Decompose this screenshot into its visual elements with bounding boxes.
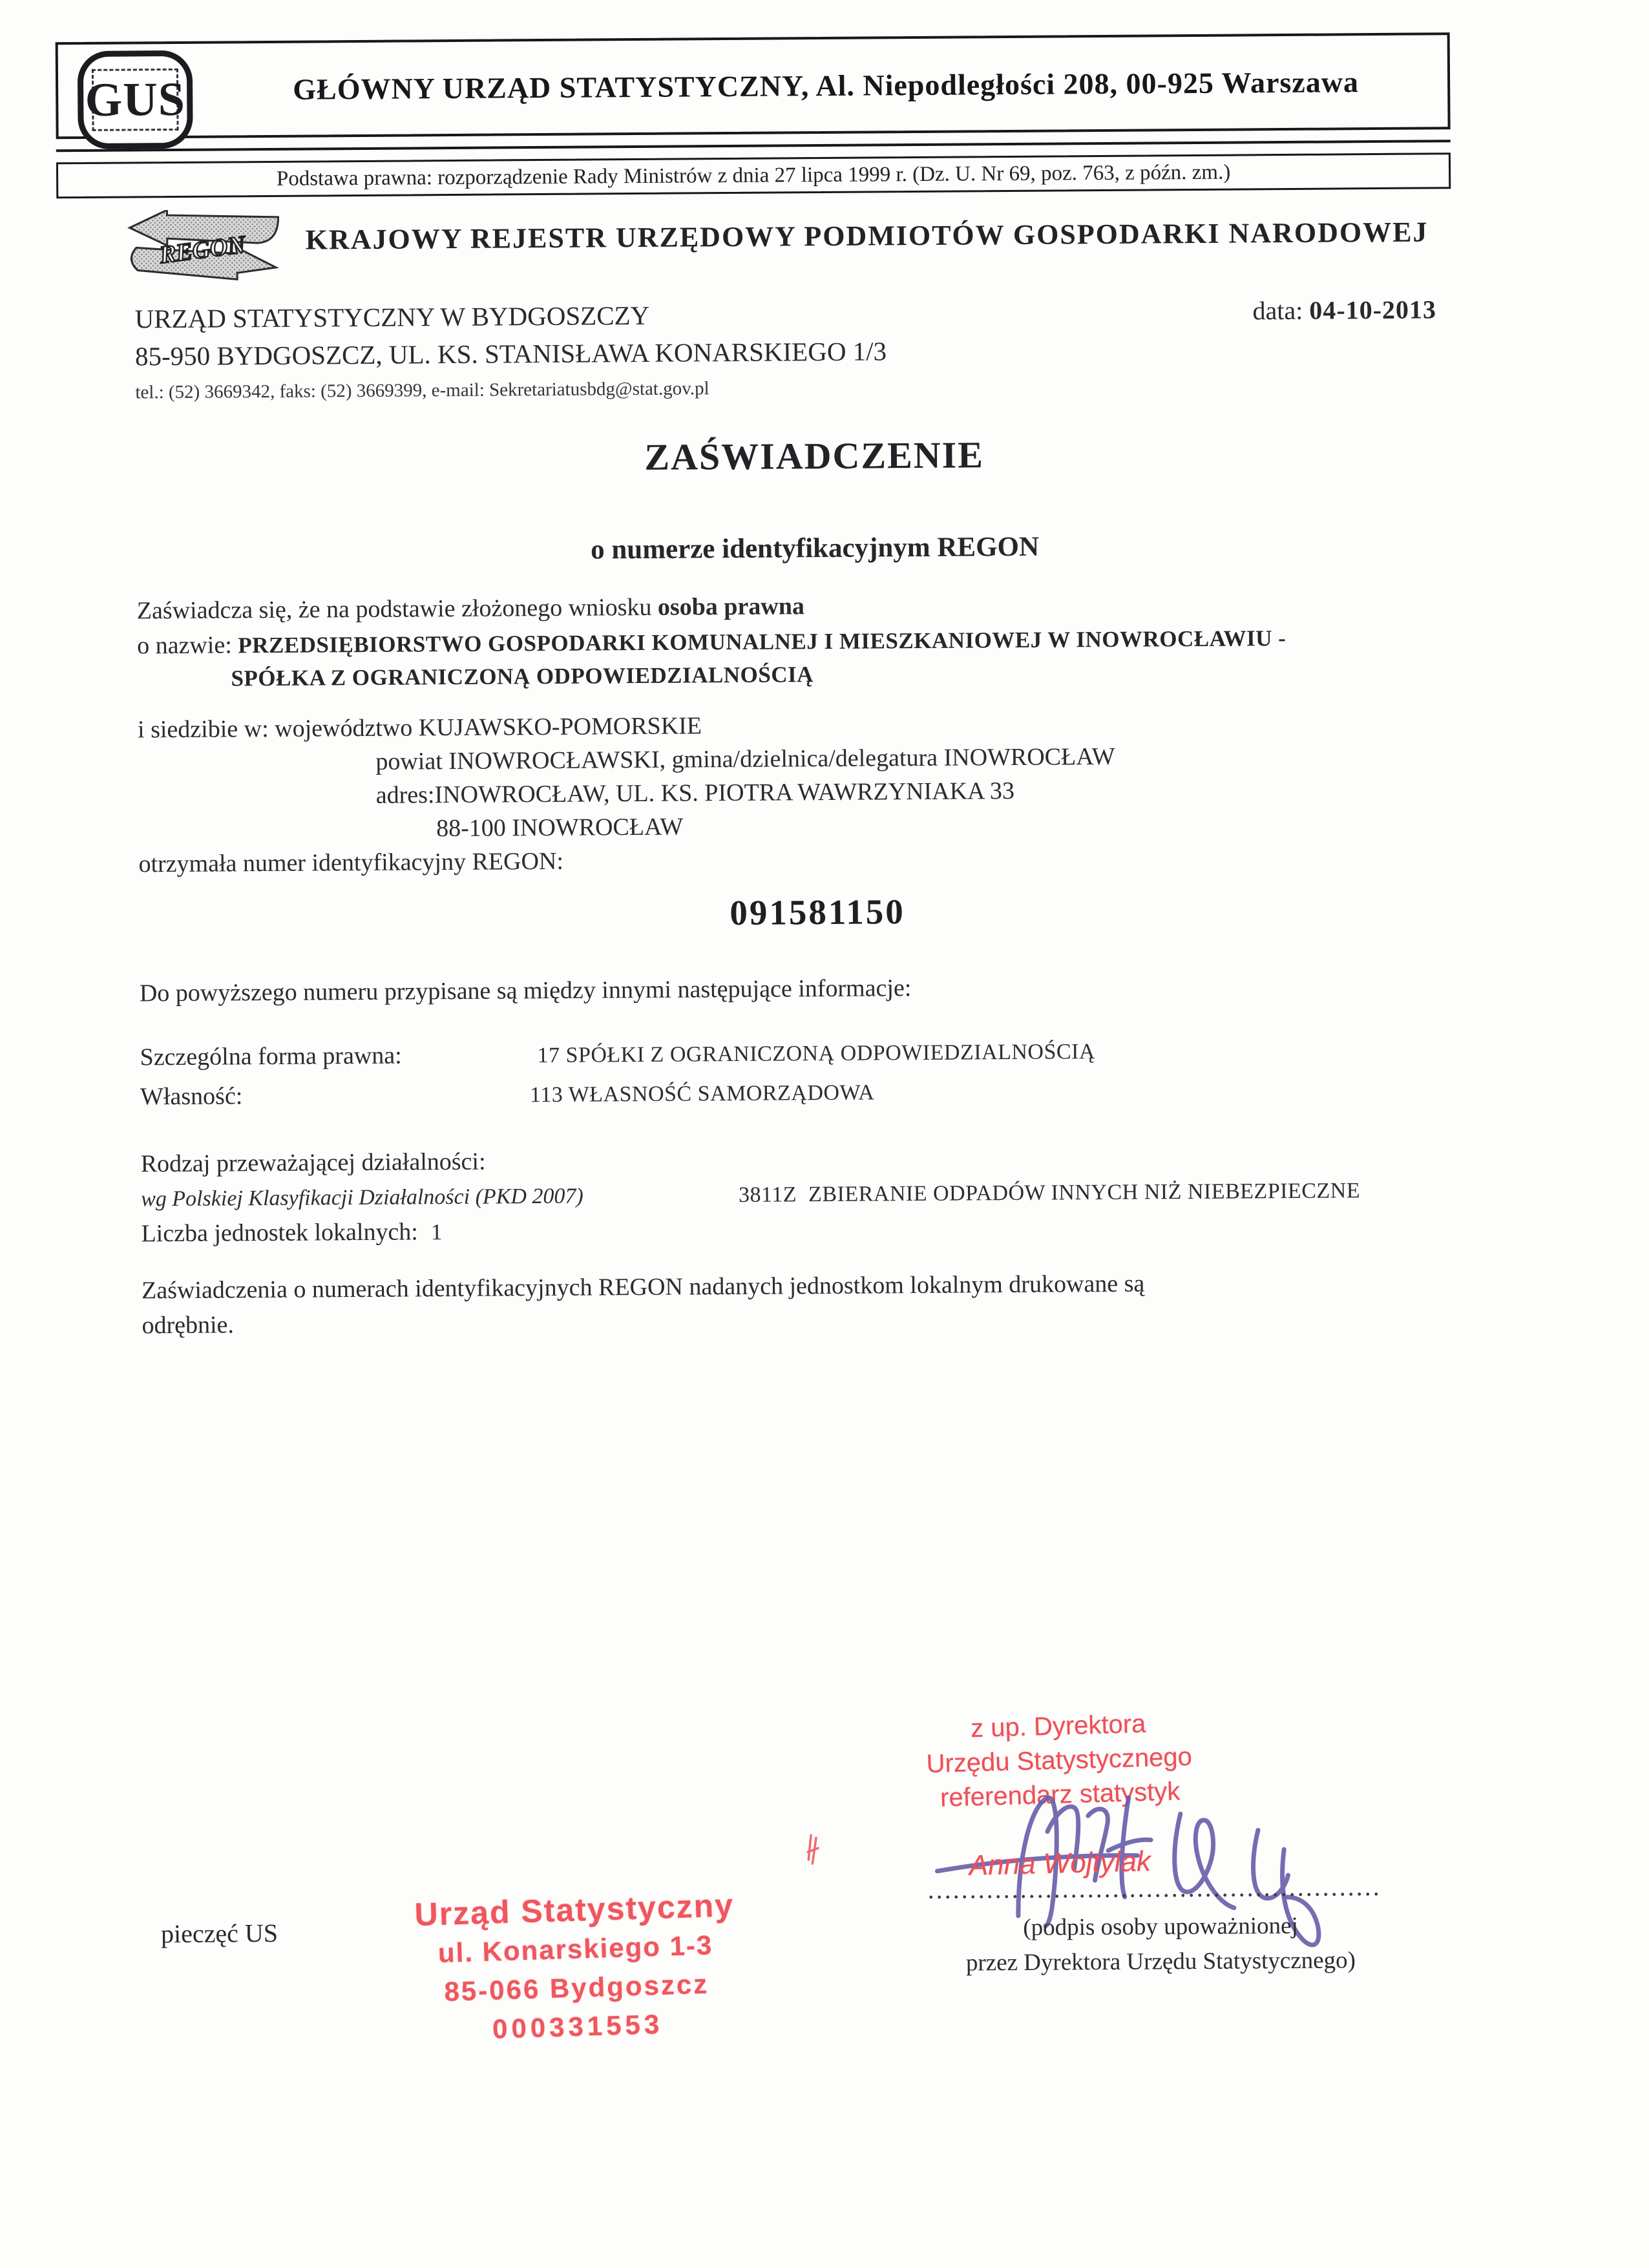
ink-speck	[805, 1832, 822, 1869]
date-line	[1252, 294, 1436, 326]
voivodeship-value: województwo KUJAWSKO-POMORSKIE	[275, 712, 702, 742]
footer-note-line2: odrębnie.	[142, 1311, 235, 1339]
activity-label: Rodzaj przeważającej działalności:	[140, 1148, 486, 1178]
signature-caption-line2: przez Dyrektora Urzędu Statystycznego)	[965, 1947, 1356, 1977]
regon-logo-text: REGON	[158, 231, 247, 269]
seal-line-3: 85-066 Bydgoszcz	[443, 1968, 709, 2007]
company-name-part2: SPÓŁKA Z OGRANICZONĄ ODPOWIEDZIALNOŚCIĄ	[231, 662, 814, 691]
stamp-line-2: Urzędu Statystycznego	[926, 1742, 1193, 1779]
seal-line-1: Urząd Statystyczny	[414, 1887, 735, 1933]
gus-logo-frame	[85, 68, 186, 131]
office-contact: tel.: (52) 3669342, faks: (52) 3669399, e-mail: Sekretariatusbdg@stat.gov.pl	[135, 378, 709, 403]
regon-number: 091581150	[730, 892, 905, 933]
pkd-classification-label: wg Polskiej Klasyfikacji Działalności (PKD 2007)	[140, 1184, 583, 1212]
legal-form-value: 17 SPÓŁKI Z OGRANICZONĄ ODPOWIEDZIALNOŚCIĄ	[537, 1040, 1096, 1068]
office-address: 85-950 BYDGOSZCZ, UL. KS. STANISŁAWA KONARSKIEGO 1/3	[134, 336, 887, 372]
signer-name: Anna Wojtylak	[969, 1845, 1151, 1882]
company-name-part1: PRZEDSIĘBIORSTWO GOSPODARKI KOMUNALNEJ I MIESZKANIOWEJ W INOWROCŁAWIU -	[238, 625, 1287, 658]
powiat-line: powiat INOWROCŁAWSKI, gmina/dzielnica/delegatura INOWROCŁAW	[375, 742, 1115, 775]
org-title: GŁÓWNY URZĄD STATYSTYCZNY, Al. Niepodległości 208, 00-925 Warszawa	[293, 65, 1360, 106]
legal-basis-box	[56, 152, 1451, 198]
legal-person-type: osoba prawna	[657, 593, 805, 621]
document-subtitle: o numerze identyfikacyjnym REGON	[590, 531, 1040, 565]
legal-form-label: Szczególna forma prawna:	[140, 1042, 402, 1071]
pkd-code: 3811Z	[738, 1182, 797, 1207]
postal-line: 88-100 INOWROCŁAW	[436, 813, 684, 843]
stamp-line-3: referendarz statystyk	[940, 1777, 1181, 1812]
local-units-line	[141, 1217, 442, 1248]
ownership-value: 113 WŁASNOŚĆ SAMORZĄDOWA	[529, 1080, 875, 1108]
register-title: KRAJOWY REJESTR URZĘDOWY PODMIOTÓW GOSPODARKI NARODOWEJ	[305, 216, 1429, 256]
signature-caption-line1: (podpis osoby upoważnionej	[1023, 1912, 1298, 1941]
local-units-label: Liczba jednostek lokalnych:	[141, 1218, 419, 1248]
seal-line-4: 000331553	[492, 2008, 664, 2044]
seal-line-2: ul. Konarskiego 1-3	[437, 1929, 713, 1969]
address-value: INOWROCŁAW, UL. KS. PIOTRA WAWRZYNIAKA 33	[434, 777, 1015, 809]
office-name: URZĄD STATYSTYCZNY W BYDGOSZCZY	[134, 300, 650, 334]
pkd-value: ZBIERANIE ODPADÓW INNYCH NIŻ NIEBEZPIECZNE	[808, 1179, 1361, 1207]
company-name-line2	[231, 662, 814, 691]
received-line: otrzymała numer identyfikacyjny REGON:	[138, 847, 564, 878]
address-label: adres:	[375, 781, 435, 809]
seal-label: pieczęć US	[160, 1918, 278, 1949]
company-name-line1	[137, 624, 1287, 660]
name-label: o nazwie:	[137, 631, 238, 660]
legal-basis-text: Podstawa prawna: rozporządzenie Rady Ministrów z dnia 27 lipca 1999 r. (Dz. U. Nr 69, poz. 763, z późn. zm.)	[276, 160, 1231, 191]
document-title: ZAŚWIADCZENIE	[644, 434, 985, 478]
gus-logo-text: GUS	[85, 72, 186, 127]
seat-label: i siedzibie w:	[137, 715, 275, 744]
ownership-label: Własność:	[140, 1082, 243, 1111]
footer-note-line1: Zaświadczenia o numerach identyfikacyjnych REGON nadanych jednostkom lokalnym drukowane są	[141, 1270, 1145, 1305]
intro-text: Zaświadcza się, że na podstawie złożonego wniosku	[136, 593, 658, 625]
local-units-value: 1	[430, 1219, 443, 1245]
seat-line	[138, 711, 702, 744]
intro-line	[137, 592, 804, 625]
stamp-line-1: z up. Dyrektora	[970, 1709, 1146, 1743]
date-value: 04-10-2013	[1309, 295, 1437, 325]
gus-logo-icon	[78, 50, 193, 149]
signature-dotted-line: ......................................................	[927, 1872, 1381, 1904]
regon-logo-icon	[124, 209, 280, 282]
assigned-info-line: Do powyższego numeru przypisane są między innymi następujące informacje:	[139, 974, 912, 1007]
office-seal-stamp	[348, 1883, 804, 2053]
address-line	[376, 777, 1014, 810]
header-divider	[56, 140, 1451, 152]
date-label: data:	[1252, 295, 1310, 326]
header-box	[56, 32, 1451, 139]
